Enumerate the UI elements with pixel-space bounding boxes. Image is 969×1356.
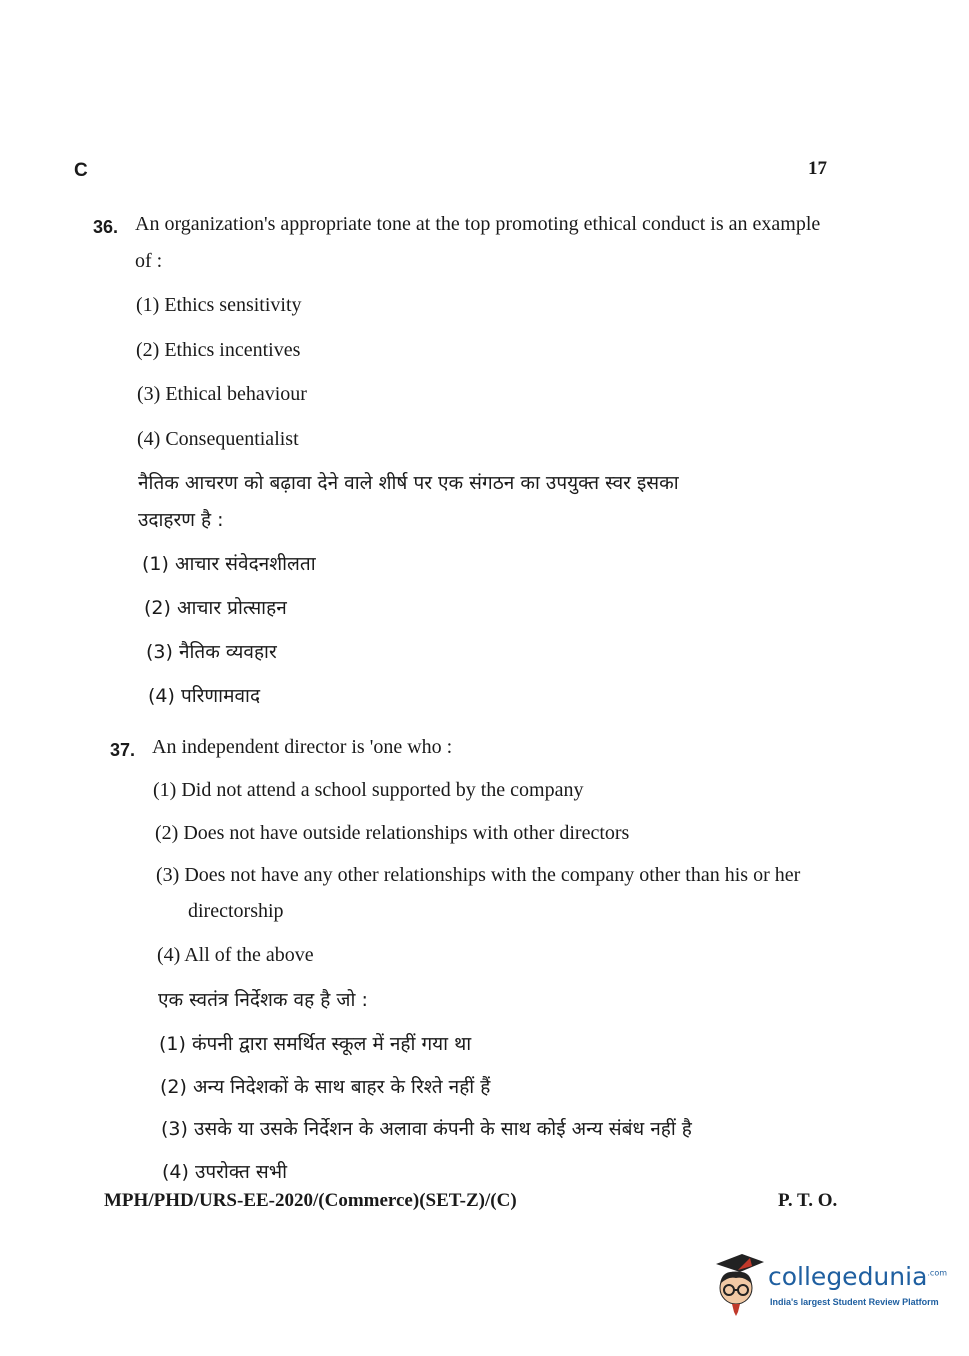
page-number: 17 — [808, 158, 827, 179]
question-37-option-2-hi: (2) अन्य निदेशकों के साथ बाहर के रिश्ते नहीं हैं — [160, 1076, 491, 1098]
question-37-option-3-en-continued: directorship — [188, 900, 284, 922]
question-36-text-en-line2: of : — [135, 250, 163, 272]
logo-name: collegedunia — [768, 1262, 928, 1291]
question-36-option-3-hi: (3) नैतिक व्यवहार — [146, 641, 277, 663]
question-36-option-1-en: (1) Ethics sensitivity — [136, 294, 302, 316]
question-36-option-1-hi: (1) आचार संवेदनशीलता — [142, 553, 316, 575]
question-37-option-4-hi: (4) उपरोक्त सभी — [162, 1161, 288, 1183]
question-36-option-3-en: (3) Ethical behaviour — [137, 383, 307, 405]
question-37-option-2-en: (2) Does not have outside relationships with other directors — [155, 822, 630, 844]
question-36-number: 36. — [93, 217, 119, 237]
please-turn-over: P. T. O. — [778, 1190, 838, 1211]
question-37-option-3-en: (3) Does not have any other relationships with the company other than his or her — [156, 864, 801, 886]
logo-superscript: .com — [927, 1268, 948, 1278]
collegedunia-logo-text — [768, 1262, 947, 1291]
question-37-option-4-en: (4) All of the above — [157, 944, 314, 966]
collegedunia-logo-icon — [708, 1250, 770, 1320]
question-36-option-2-hi: (2) आचार प्रोत्साहन — [144, 597, 287, 619]
question-36-text-hi-line1: नैतिक आचरण को बढ़ावा देने वाले शीर्ष पर एक संगठन का उपयुक्त स्वर इसका — [138, 472, 679, 494]
question-37-text-hi-line1: एक स्वतंत्र निर्देशक वह है जो : — [158, 989, 368, 1011]
question-37-option-3-hi: (3) उसके या उसके निर्देशन के अलावा कंपनी के साथ कोई अन्य संबंध नहीं है — [161, 1118, 692, 1140]
question-37-option-1-en: (1) Did not attend a school supported by the company — [153, 779, 584, 801]
set-letter: C — [74, 160, 88, 181]
question-36-text-en-line1: An organization's appropriate tone at the top promoting ethical conduct is an example — [135, 213, 821, 235]
question-36-option-2-en: (2) Ethics incentives — [136, 339, 301, 361]
question-37-text-en-line1: An independent director is 'one who : — [152, 736, 453, 758]
question-37-number: 37. — [110, 740, 136, 760]
question-36-option-4-hi: (4) परिणामवाद — [148, 685, 261, 707]
paper-code: MPH/PHD/URS-EE-2020/(Commerce)(SET-Z)/(C) — [104, 1190, 517, 1211]
question-37-option-1-hi: (1) कंपनी द्वारा समर्थित स्कूल में नहीं गया था — [159, 1033, 472, 1055]
question-36-text-hi-line2: उदाहरण है : — [138, 509, 224, 531]
collegedunia-logo-tagline: India's largest Student Review Platform — [770, 1297, 939, 1307]
question-36-option-4-en: (4) Consequentialist — [137, 428, 299, 450]
